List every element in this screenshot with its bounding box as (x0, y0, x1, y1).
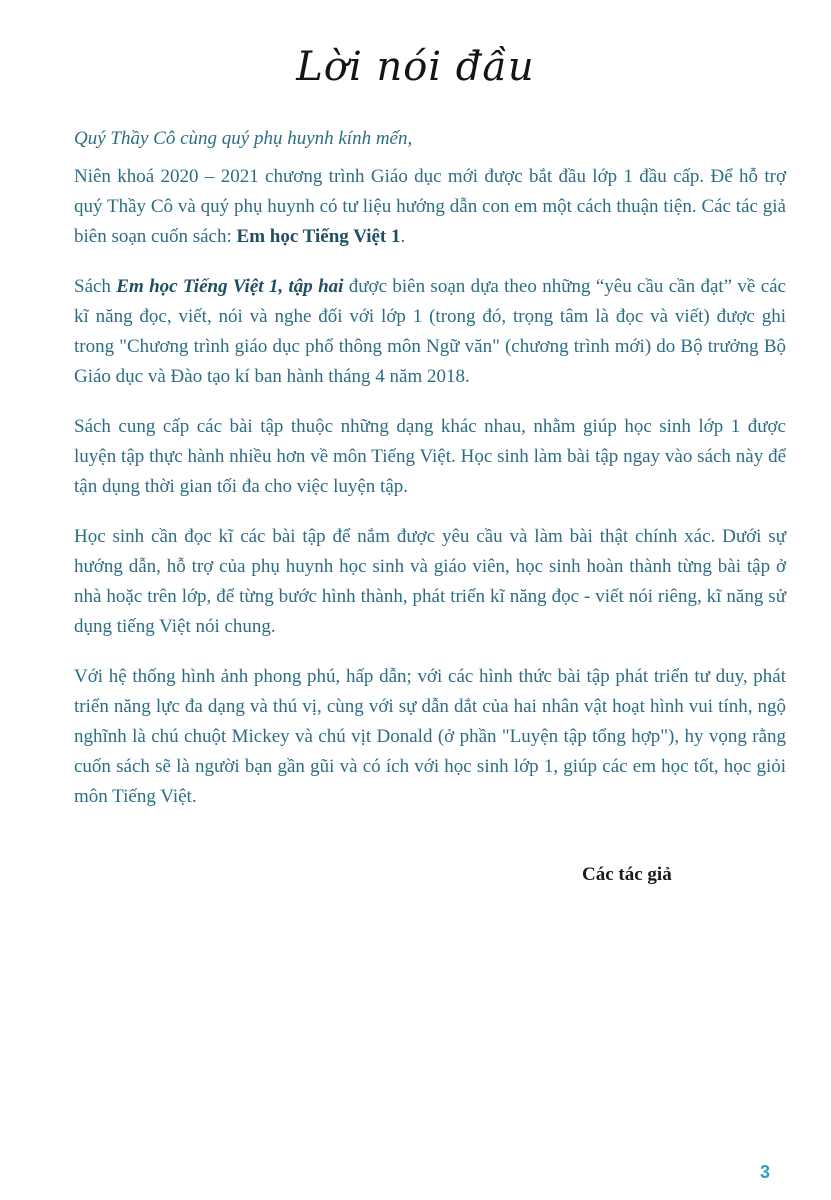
paragraph-1-text: Niên khoá 2020 – 2021 chương trình Giáo dục mới được bắt đầu lớp 1 đầu cấp. Để hỗ trợ quý Thầy Cô và quý phụ huynh có tư liệu hướng dẫn con em một cách thuận tiện. Các tác giả biên soạn cuốn sách: (74, 166, 786, 247)
page-title: Lời nói đầu (296, 44, 535, 90)
page-number: 3 (760, 1162, 771, 1182)
paragraph-4: Học sinh cần đọc kĩ các bài tập để nắm được yêu cầu và làm bài thật chính xác. Dưới sự hướng dẫn, hỗ trợ của phụ huynh học sinh và giáo viên, học sinh hoàn thành từng bài tập ở nhà hoặc trên lớp, để từng bước hình thành, phát triển kĩ năng đọc - viết nói riêng, kĩ năng sử dụng tiếng Việt nói chung. (74, 526, 786, 637)
paragraph-3: Sách cung cấp các bài tập thuộc những dạng khác nhau, nhằm giúp học sinh lớp 1 được luyện tập thực hành nhiều hơn về môn Tiếng Việt. Học sinh làm bài tập ngay vào sách này để tận dụng thời gian tối đa cho việc luyện tập. (74, 416, 786, 497)
paragraph-2 (74, 272, 786, 392)
book-title-emphasis: Em học Tiếng Việt 1 (236, 226, 401, 247)
paragraph-1-end: . (400, 226, 406, 247)
body-text (74, 124, 786, 832)
paragraph-1 (74, 162, 786, 252)
signature: Các tác giả (582, 864, 672, 885)
book-volume-emphasis: Em học Tiếng Việt 1, tập hai (116, 276, 344, 297)
paragraph-2-text: được biên soạn dựa theo những “yêu cầu cần đạt” về các kĩ năng đọc, viết, nói và nghe đối với lớp 1 (trong đó, trọng tâm là đọc và viết) được ghi trong "Chương trình giáo dục phổ thông môn Ngữ văn" (chương trình mới) do Bộ trưởng Bộ Giáo dục và Đào tạo kí ban hành tháng 4 năm 2018. (74, 276, 786, 387)
paragraph-5: Với hệ thống hình ảnh phong phú, hấp dẫn; với các hình thức bài tập phát triển tư duy, phát triển năng lực đa dạng và thú vị, cùng với sự dẫn dắt của hai nhân vật hoạt hình vui tính, ngộ nghĩnh là chú chuột Mickey và chú vịt Donald (ở phần "Luyện tập tổng hợp"), hy vọng rằng cuốn sách sẽ là người bạn gần gũi và có ích với học sinh lớp 1, giúp các em học tốt, học giỏi môn Tiếng Việt. (74, 666, 786, 807)
paragraph-2-start: Sách (74, 276, 117, 297)
greeting: Quý Thầy Cô cùng quý phụ huynh kính mến, (74, 128, 413, 149)
